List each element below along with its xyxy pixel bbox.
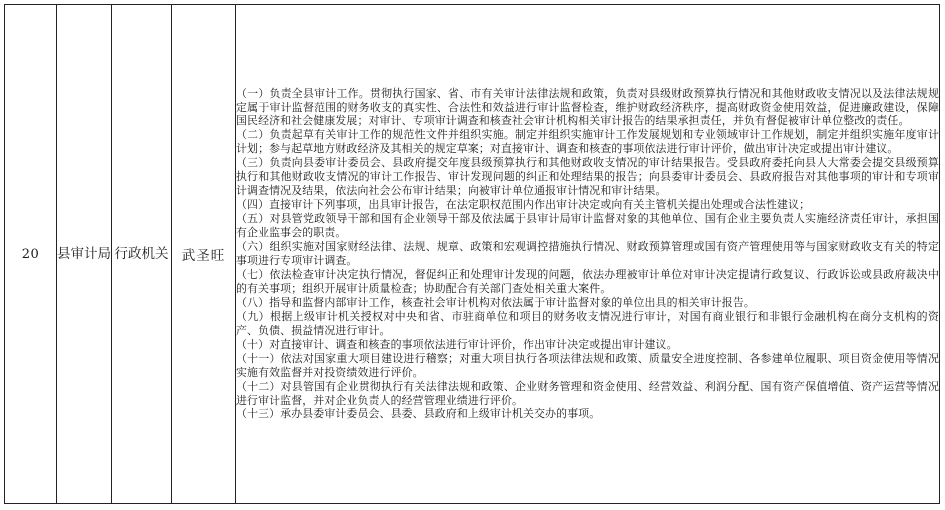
duty-item-5: （五）对县管党政领导干部和国有企业领导干部及依法属于县审计局审计监督对象的其他单位、国有企业主要负责人实施经济责任审计，承担国有企业监事会的职责。 <box>236 212 939 240</box>
type-cell <box>112 5 172 504</box>
table-row <box>5 5 940 504</box>
duty-item-2: （二）负责起草有关审计工作的规范性文件并组织实施。制定并组织实施审计工作发展规划和专业领域审计工作规划，制定并组织实施年度审计计划；参与起草地方财政经济及其相关的规定草案；对直接审计、调查和核查的事项依法进行审计评价，做出审计决定或提出审计建议。 <box>236 128 939 156</box>
row-number: 20 <box>21 246 40 262</box>
duty-item-7: （七）依法检查审计决定执行情况，督促纠正和处理审计发现的问题，依法办理被审计单位对审计决定提请行政复议、行政诉讼或县政府裁决中的有关事项；组织开展审计质量检查；协助配合有关部门查处相关重大案件。 <box>236 267 939 295</box>
duty-list <box>236 87 939 422</box>
agency-type: 行政机关 <box>114 245 169 262</box>
duty-item-12: （十二）对县管国有企业贯彻执行有关法律法规和政策、企业财务管理和资金使用、经营效益、利润分配、国有资产保值增值、资产运营等情况进行审计监督，并对企业负责人的经营管理业绩进行评价。 <box>236 379 939 407</box>
duty-item-10: （十）对直接审计、调查和核查的事项依法进行审计评价，作出审计决定或提出审计建议。 <box>236 337 678 351</box>
duty-item-3: （三）负责向县委审计委员会、县政府提交年度县级预算执行和其他财政收支情况的审计结果报告。受县政府委托向县人大常委会提交县级预算执行和其他财政收支情况的审计工作报告、审计发现问题的纠正和处理结果的报告；向县委审计委员会、县政府报告对其他事项的审计和专项审计调查情况及结果，依法向社会公布审计结果；向被审计单位通报审计情况和审计结果。 <box>236 156 939 198</box>
duty-item-8: （八）指导和监督内部审计工作，核查社会审计机构对依法属于审计监督对象的单位出具的相关审计报告。 <box>236 295 755 309</box>
duty-item-13: （十三）承办县委审计委员会、县委、县政府和上级审计机关交办的事项。 <box>236 407 601 421</box>
duty-item-4: （四）直接审计下列事项，出具审计报告，在法定职权范围内作出审计决定或向有关主管机关提出处理或合法性建议； <box>236 198 811 212</box>
department-name: 县审计局 <box>57 245 111 262</box>
duty-item-11: （十一）依法对国家重大项目建设进行稽察；对重大项目执行各项法律法规和政策、质量安全进度控制、各参建单位履职、项目资金使用等情况实施有效监督并对投资绩效进行评价。 <box>236 351 939 379</box>
responsible-person: 武圣旺 <box>181 248 226 264</box>
department-cell <box>57 5 112 504</box>
duty-item-9: （九）根据上级审计机关授权对中央和省、市驻商单位和项目的财务收支情况进行审计，对国有商业银行和非银行金融机构在商分支机构的资产、负债、损益情况进行审计。 <box>236 309 939 337</box>
person-cell <box>172 5 236 504</box>
duty-item-1: （一）负责全县审计工作。贯彻执行国家、省、市有关审计法律法规和政策，负责对县级财政预算执行情况和其他财政收支情况以及法律法规规定属于审计监督范围的财务收支的真实性、合法性和效益进行审计监督检查，维护财政经济秩序，提高财政资金使用效益，促进廉政建设，保障国民经济和社会健康发展；对审计、专项审计调查和核查社会审计机构相关审计报告的结果承担责任，并负有督促被审计单位整改的责任。 <box>236 86 939 128</box>
duty-table <box>4 4 940 504</box>
row-number-cell <box>5 5 57 504</box>
duty-item-6: （六）组织实施对国家财经法律、法规、规章、政策和宏观调控措施执行情况、财政预算管理或国有资产管理使用等与国家财政收支有关的特定事项进行专项审计调查。 <box>236 240 939 267</box>
duties-cell <box>236 5 940 504</box>
